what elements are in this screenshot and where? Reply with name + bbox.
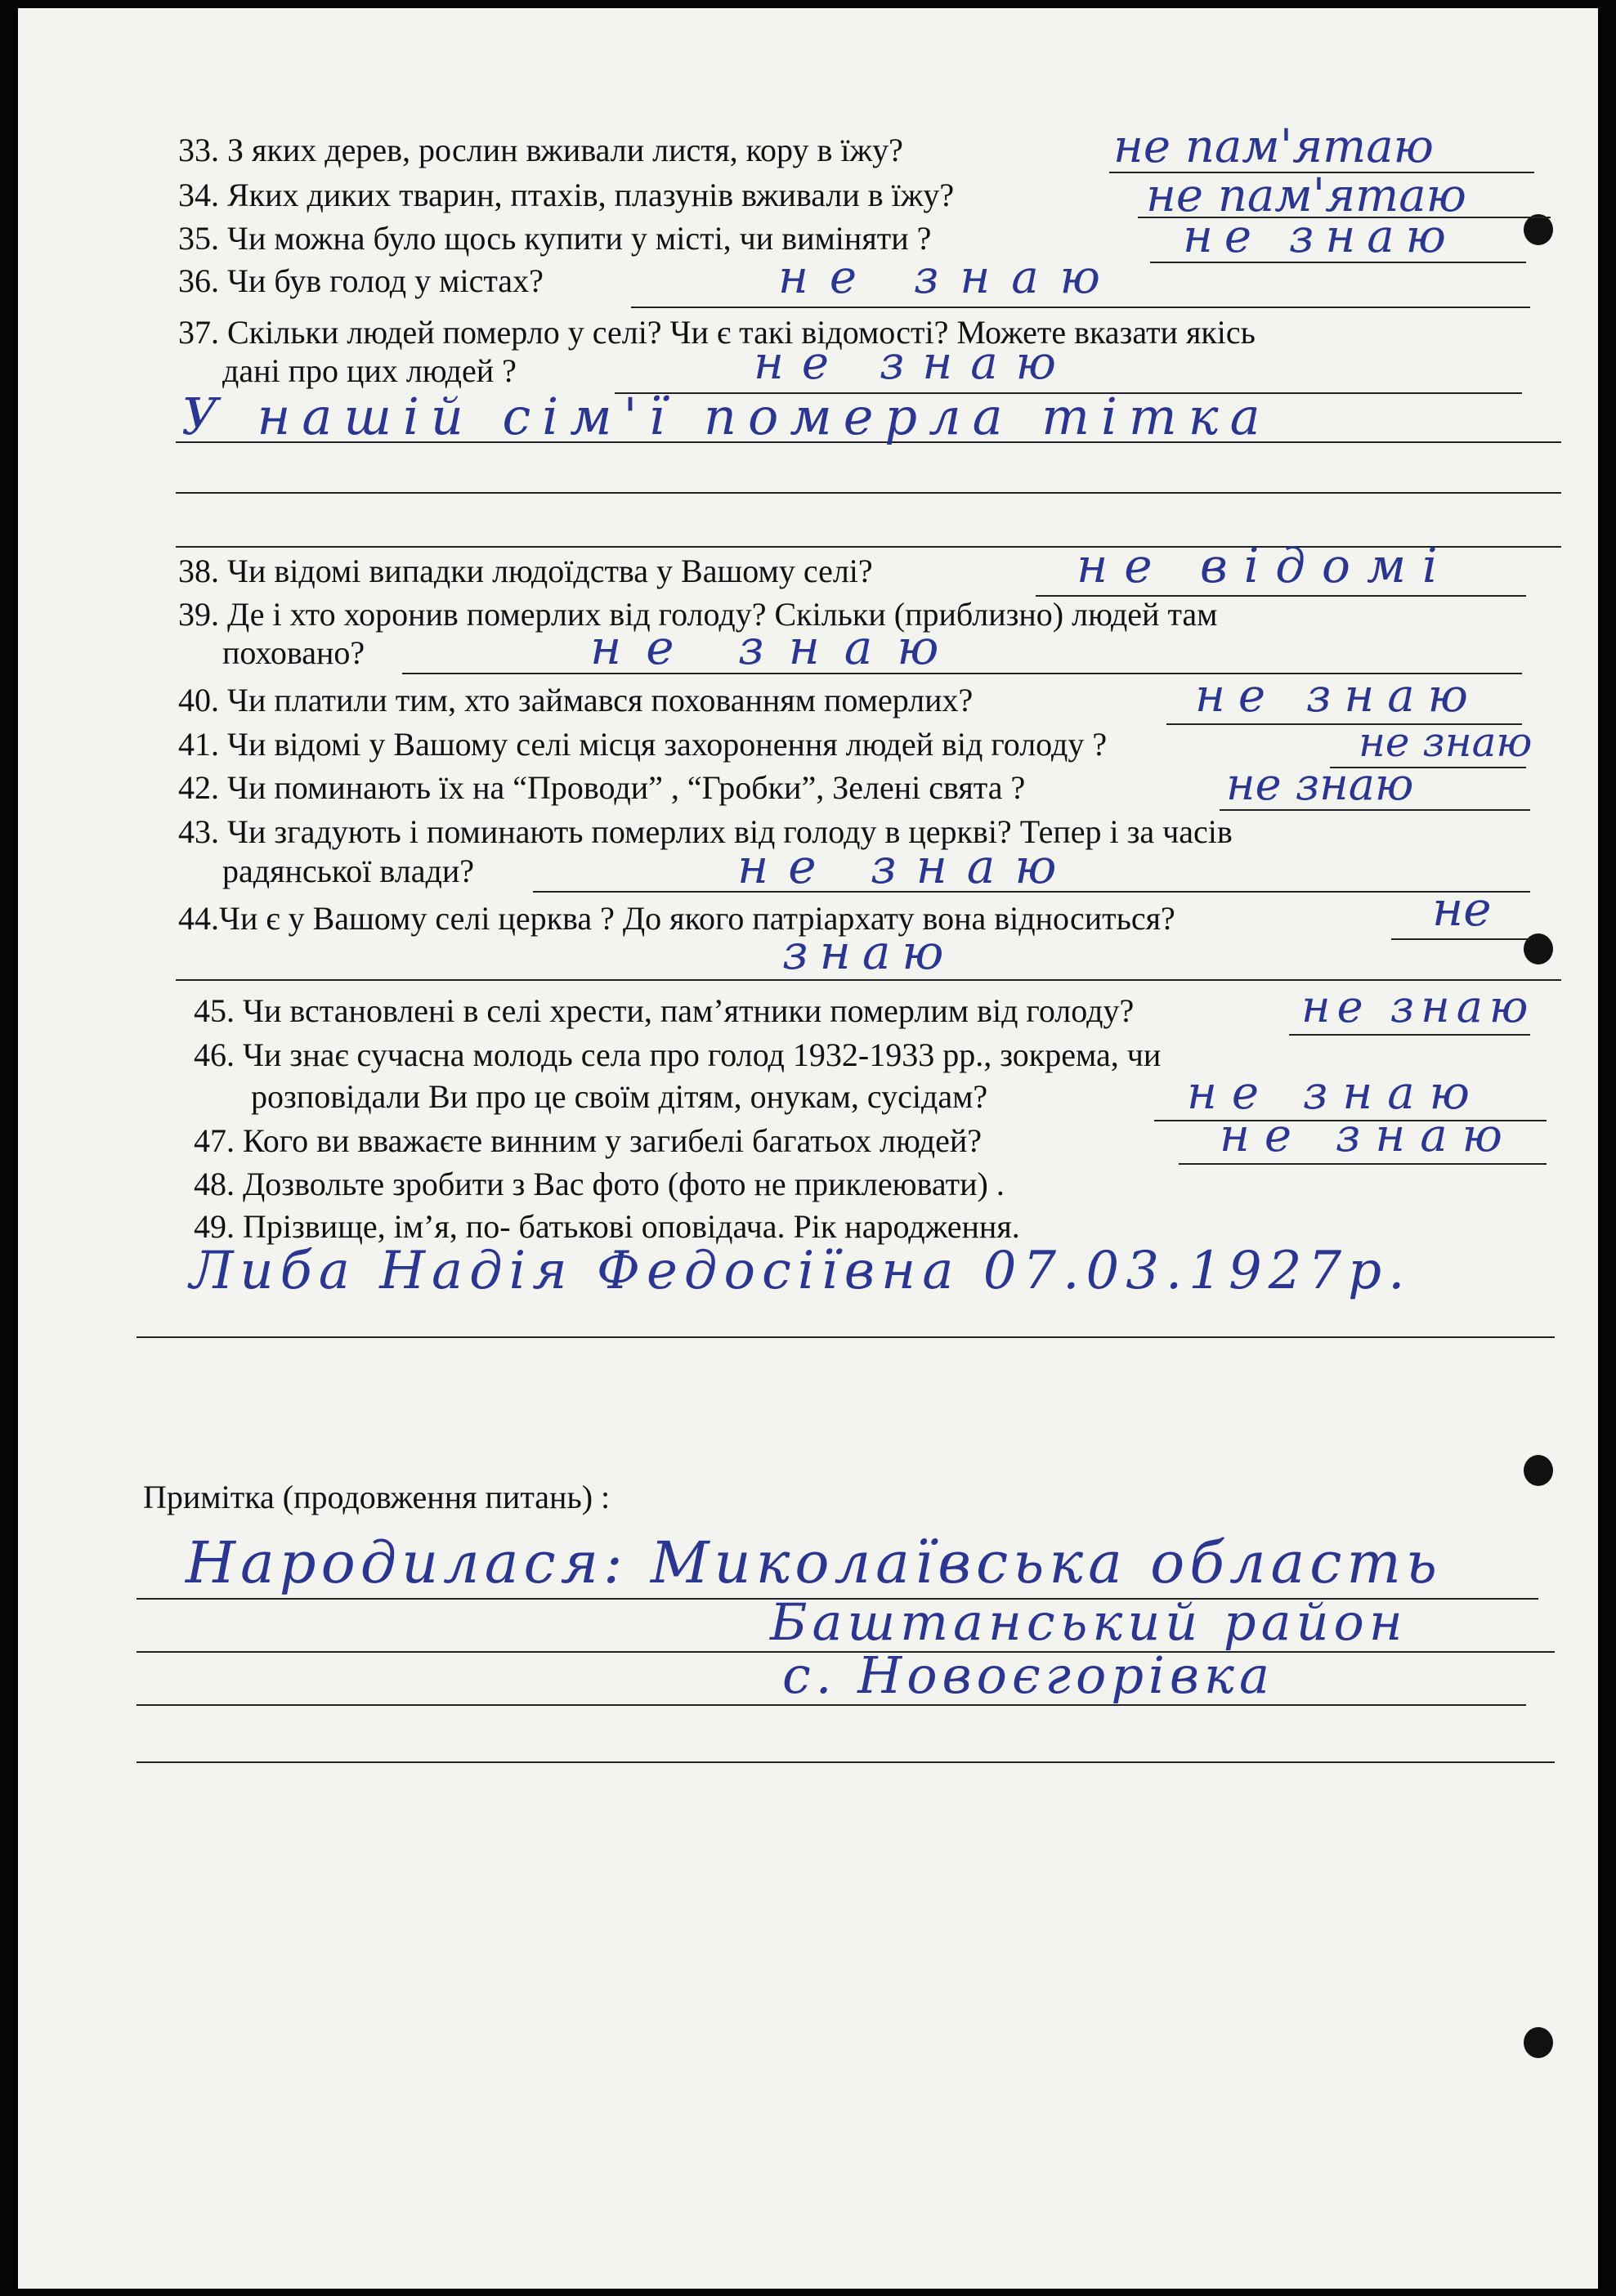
- answer-47: не знаю: [1220, 1109, 1517, 1162]
- question-39-cont: поховано?: [222, 634, 365, 671]
- answer-35: не знаю: [1183, 210, 1457, 263]
- answer-44-cont: знаю: [782, 924, 956, 980]
- note-line: [137, 1761, 1555, 1763]
- answer-46: не знаю: [1187, 1067, 1484, 1120]
- answer-49: Либа Надія Федосіївна 07.03.1927р.: [190, 1241, 1412, 1301]
- question-43: 43. Чи згадують і поминають померлих від голоду в церкві? Тепер і за часів: [178, 813, 1233, 850]
- punch-hole: [1524, 214, 1553, 245]
- question-37-cont: дані про цих людей ?: [222, 352, 517, 389]
- answer-line: [176, 492, 1561, 494]
- question-46: 46. Чи знає сучасна молодь села про голод 1932-1933 рр., зокрема, чи: [194, 1036, 1162, 1073]
- note-label: Примітка (продовження питань) :: [143, 1479, 611, 1515]
- question-39: 39. Де і хто хоронив померлих від голоду? Скільки (приблизно) людей там: [178, 596, 1218, 633]
- answer-line: [1391, 938, 1530, 940]
- question-41: 41. Чи відомі у Вашому селі місця захоронення людей від голоду ?: [178, 726, 1108, 763]
- questionnaire-page: [18, 8, 1598, 2289]
- note-line-1: Народилася: Миколаївська область: [186, 1529, 1442, 1596]
- answer-40: не знаю: [1195, 669, 1481, 723]
- question-47: 47. Кого ви вважаєте винним у загибелі багатьох людей?: [194, 1122, 983, 1159]
- note-line-3: с. Новоєгорівка: [782, 1645, 1274, 1705]
- question-46-cont: розповідали Ви про це своїм дітям, онукам, сусідам?: [251, 1078, 988, 1115]
- answer-37: не знаю: [754, 337, 1074, 390]
- answer-36: не знаю: [778, 251, 1121, 304]
- question-44: 44.Чи є у Вашому селі церква ? До якого патріархату вона відноситься?: [178, 900, 1175, 937]
- answer-line: [1289, 1034, 1530, 1036]
- question-35: 35. Чи можна було щось купити у місті, чи виміняти ?: [178, 220, 932, 257]
- answer-39: не знаю: [590, 620, 964, 675]
- answer-line: [137, 1336, 1555, 1338]
- answer-34: не пам'ятаю: [1146, 169, 1466, 222]
- punch-hole: [1524, 2027, 1553, 2058]
- answer-37-text: У нашій сім'ї померла тітка: [181, 387, 1272, 446]
- answer-43: не знаю: [737, 839, 1077, 894]
- question-33: 33. З яких дерев, рослин вживали листя, кору в їжу?: [178, 132, 903, 168]
- answer-44: не: [1432, 881, 1492, 937]
- punch-hole: [1524, 1455, 1553, 1486]
- question-42: 42. Чи поминають їх на “Проводи” , “Гробки”, Зелені свята ?: [178, 769, 1026, 806]
- question-34: 34. Яких диких тварин, птахів, плазунів вживали в їжу?: [178, 177, 955, 213]
- note-line-2: Баштанський район: [770, 1592, 1408, 1652]
- question-49: 49. Прізвище, ім’я, по- батькові оповідача. Рік народження.: [194, 1208, 1020, 1245]
- question-40: 40. Чи платили тим, хто займався похованням померлих?: [178, 682, 974, 718]
- question-36: 36. Чи був голод у містах?: [178, 262, 544, 299]
- answer-38: не відомі: [1077, 538, 1454, 593]
- question-48: 48. Дозвольте зробити з Вас фото (фото не приклеювати) .: [194, 1166, 1005, 1202]
- question-38: 38. Чи відомі випадки людоїдства у Вашому селі?: [178, 553, 873, 589]
- answer-45: не знаю: [1301, 981, 1535, 1032]
- answer-line: [1179, 1163, 1547, 1165]
- question-37: 37. Скільки людей померло у селі? Чи є такі відомості? Можете вказати якісь: [178, 314, 1256, 351]
- note-line: [137, 1704, 1526, 1706]
- question-43-cont: радянської влади?: [222, 853, 475, 889]
- answer-42: не знаю: [1226, 759, 1414, 810]
- answer-33: не пам'ятаю: [1113, 120, 1434, 173]
- question-45: 45. Чи встановлені в селі хрести, пам’ятники померлим від голоду?: [194, 992, 1135, 1029]
- answer-line: [631, 307, 1530, 308]
- answer-41: не знаю: [1359, 718, 1533, 766]
